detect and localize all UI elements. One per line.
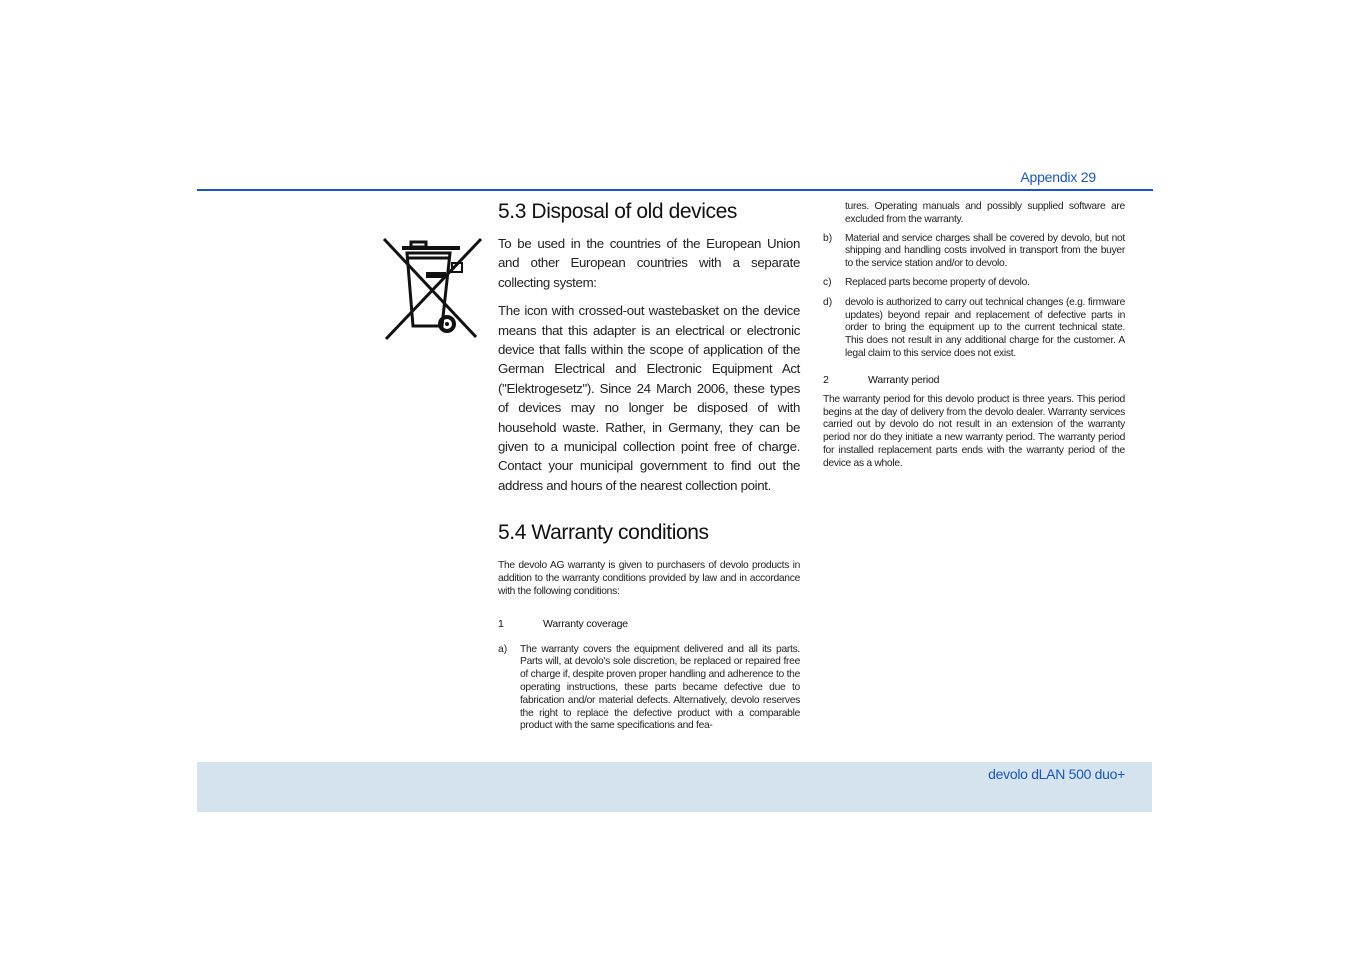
footer-band bbox=[197, 762, 1152, 812]
list-marker: a) bbox=[498, 643, 508, 655]
warranty-period-text: The warranty period for this devolo product is three years. This period begins at the day of delivery from the devolo dealer. Warranty services carried out by devolo do not result in an extension of the warranty period nor do they initiate a new warranty period. The warranty period for installed replacement parts ends with the warranty period of the device as a whole. bbox=[823, 393, 1125, 469]
warranty-heading: 5.4 Warranty conditions bbox=[498, 521, 709, 545]
list-text: Replaced parts become property of devolo. bbox=[845, 276, 1030, 288]
section-heading-coverage bbox=[498, 618, 800, 631]
right-column bbox=[823, 201, 1125, 471]
header-rule bbox=[197, 189, 1153, 191]
warranty-intro: The devolo AG warranty is given to purchasers of devolo products in addition to the warranty conditions provided by law and in accordance with the following conditions: bbox=[498, 560, 800, 597]
disposal-paragraph: The icon with crossed-out wastebasket on the device means that this adapter is an electrical or electronic device that falls within the scope of application of the German Electrical and Electronic Equipment Act ("Elektrogesetz"). Since 24 March 2006, these types of devices may no longer be disposed of with household waste. Rather, in Germany, they can be given to a municipal collection point free of charge. Contact your municipal government to find out the address and hours of the nearest collection point. bbox=[498, 303, 800, 493]
disposal-paragraph: To be used in the countries of the European Union and other European countries with a separate collecting system: bbox=[498, 236, 800, 290]
list-item bbox=[823, 297, 1125, 361]
section-title: Warranty period bbox=[868, 373, 940, 386]
section-heading-period bbox=[823, 374, 1125, 387]
left-column bbox=[498, 199, 800, 733]
list-text: tures. Operating manuals and possibly supplied software are excluded from the warranty. bbox=[845, 201, 1125, 225]
section-number: 2 bbox=[823, 373, 829, 386]
page-header-section: Appendix 29 bbox=[1020, 169, 1096, 185]
section-number: 1 bbox=[498, 617, 504, 630]
list-text: The warranty covers the equipment delivered and all its parts. Parts will, at devolo's sole discretion, be replaced or repaired free of charge if, despite proven proper handling and adherence to the operating instructions, these parts became defective due to fabrication and/or material defects. Alternatively, devolo reserves the right to replace the defective product with a comparable product with the same specifications and fea- bbox=[520, 643, 800, 732]
list-marker: b) bbox=[823, 232, 833, 244]
list-marker: d) bbox=[823, 296, 833, 308]
section-title: Warranty coverage bbox=[543, 617, 628, 630]
crossed-out-wheelie-bin-icon bbox=[380, 236, 484, 342]
list-item bbox=[823, 277, 1125, 290]
list-marker: c) bbox=[823, 276, 832, 288]
list-text: Material and service charges shall be covered by devolo, but not shipping and handling costs involved in transport from the buyer to the service station and/or to devolo. bbox=[845, 232, 1125, 270]
list-item bbox=[498, 644, 800, 734]
list-text: devolo is authorized to carry out technical changes (e.g. firmware updates) beyond repair and replacement of defective parts in order to bring the equipment up to the current technical state. This does not result in any additional charge for the customer. A legal claim to this service does not exist. bbox=[845, 296, 1125, 359]
list-item-continuation bbox=[823, 201, 1125, 227]
disposal-heading: 5.3 Disposal of old devices bbox=[498, 200, 738, 223]
footer-product-name: devolo dLAN 500 duo+ bbox=[988, 766, 1125, 782]
list-item bbox=[823, 233, 1125, 271]
